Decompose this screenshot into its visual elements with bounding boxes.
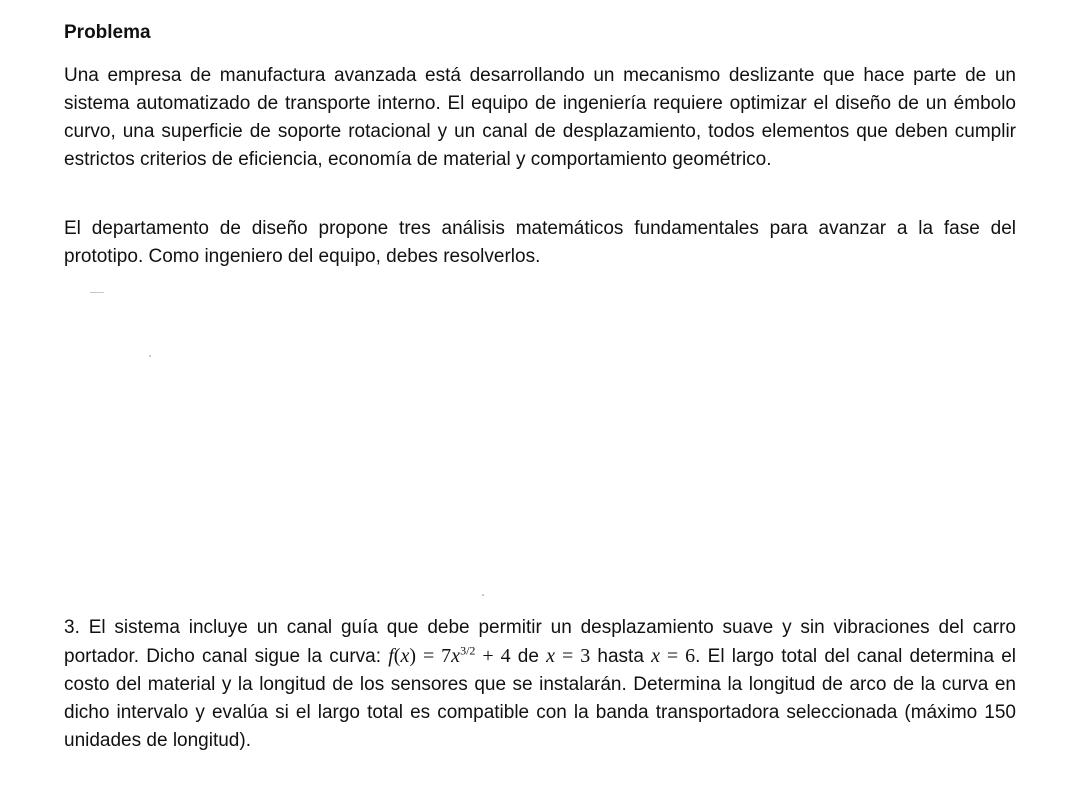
problem-3-text-after: . El largo total del canal determina el costo del material y la longitud de los sensores que se instalarán. Determina la longitud de arco de la curva en dicho intervalo y evalúa si el largo total es compatible con la banda transportadora seleccionada (máximo 150 unidades de longitud). [64, 646, 1017, 751]
scan-artifact [90, 292, 104, 293]
interval-start-variable: x [546, 645, 556, 667]
word-to: hasta [597, 646, 644, 667]
function-constant: 4 [500, 645, 511, 667]
page-title: Problema [64, 22, 151, 43]
interval-end-value: 6 [685, 645, 696, 667]
interval-start-value: 3 [580, 645, 591, 667]
function-variable: x [400, 645, 410, 667]
problem-3-paragraph [64, 614, 1016, 755]
department-paragraph: El departamento de diseño propone tres análisis matemáticos fundamentales para avanzar a la fase del prototipo. Como ingeniero del equipo, debes resolverlos. [64, 218, 1016, 267]
problem-3-text-before: 3. El sistema incluye un canal guía que debe permitir un desplazamiento suave y sin vibraciones del carro portador. Dicho canal sigue la curva: [64, 617, 1016, 667]
function-name: f [388, 645, 394, 667]
interval-end-variable: x [651, 645, 660, 667]
word-from: de [517, 646, 539, 667]
curve-function-formula: $f(x) = 7x^{3/2} + 4$ [388, 643, 511, 667]
function-coefficient: 7 [441, 645, 452, 667]
intro-paragraph: Una empresa de manufactura avanzada está desarrollando un mecanismo deslizante que hace parte de un sistema automatizado de transporte interno. El equipo de ingeniería requiere optimizar el diseño de un émbolo curvo, una superficie de soporte rotacional y un canal de desplazamiento, todos elementos que deben cumplir estrictos criterios de eficiencia, economía de material y comportamiento geométrico. [64, 65, 1016, 170]
function-base: x [451, 645, 461, 667]
function-exponent: 3/2 [460, 643, 476, 658]
interval-end: x = 6 [651, 645, 696, 667]
scan-artifact [482, 594, 484, 596]
interval-start: x = 3 [546, 645, 591, 667]
scan-artifact [149, 355, 151, 357]
